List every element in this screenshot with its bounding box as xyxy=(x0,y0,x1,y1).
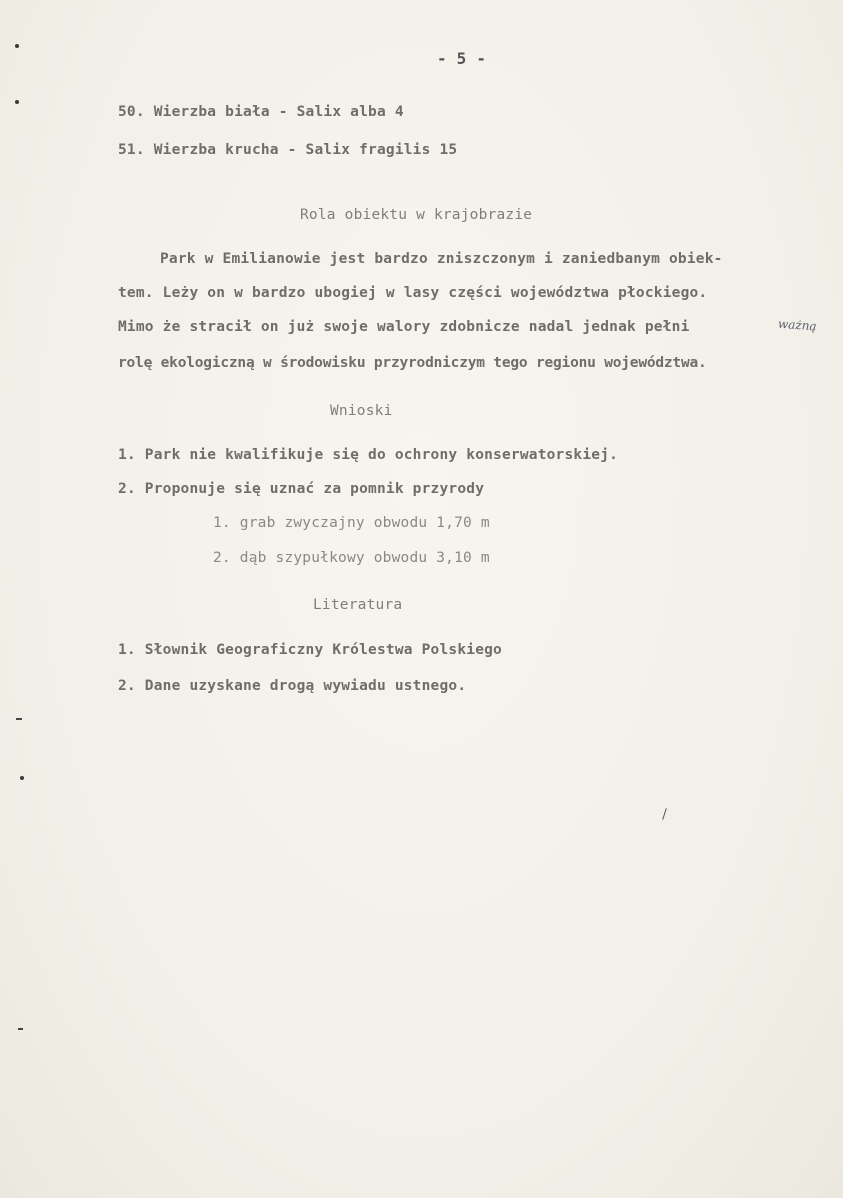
margin-dash-mark xyxy=(16,718,22,720)
margin-dash-mark xyxy=(18,1028,23,1030)
conclusion-subitem: 1. grab zwyczajny obwodu 1,70 m xyxy=(213,515,490,531)
pen-stroke-mark xyxy=(662,808,667,820)
paragraph-line: rolę ekologiczną w środowisku przyrodniczym tego regionu województwa. xyxy=(118,355,707,371)
section-heading-literature: Literatura xyxy=(313,597,403,613)
binder-hole-mark xyxy=(15,100,19,104)
species-entry: 51. Wierzba krucha - Salix fragilis 15 xyxy=(118,142,458,158)
conclusion-item: 2. Proponuje się uznać za pomnik przyrody xyxy=(118,481,485,497)
binder-hole-mark xyxy=(20,776,24,780)
section-heading-role: Rola obiektu w krajobrazie xyxy=(300,207,533,223)
conclusion-subitem: 2. dąb szypułkowy obwodu 3,10 m xyxy=(213,550,490,566)
binder-hole-mark xyxy=(15,44,19,48)
species-entry: 50. Wierzba biała - Salix alba 4 xyxy=(118,104,404,120)
handwritten-correction: ważną xyxy=(777,316,818,334)
page-number: - 5 - xyxy=(437,49,487,68)
paragraph-line: Mimo że stracił on już swoje walory zdobnicze nadal jednak pełni xyxy=(118,319,690,335)
paragraph-line: tem. Leży on w bardzo ubogiej w lasy części województwa płockiego. xyxy=(118,285,708,301)
literature-item: 2. Dane uzyskane drogą wywiadu ustnego. xyxy=(118,678,467,694)
conclusion-item: 1. Park nie kwalifikuje się do ochrony konserwatorskiej. xyxy=(118,447,619,463)
section-heading-conclusions: Wnioski xyxy=(330,403,393,419)
paragraph-line: Park w Emilianowie jest bardzo zniszczonym i zaniedbanym obiek- xyxy=(160,251,723,267)
literature-item: 1. Słownik Geograficzny Królestwa Polskiego xyxy=(118,642,502,658)
